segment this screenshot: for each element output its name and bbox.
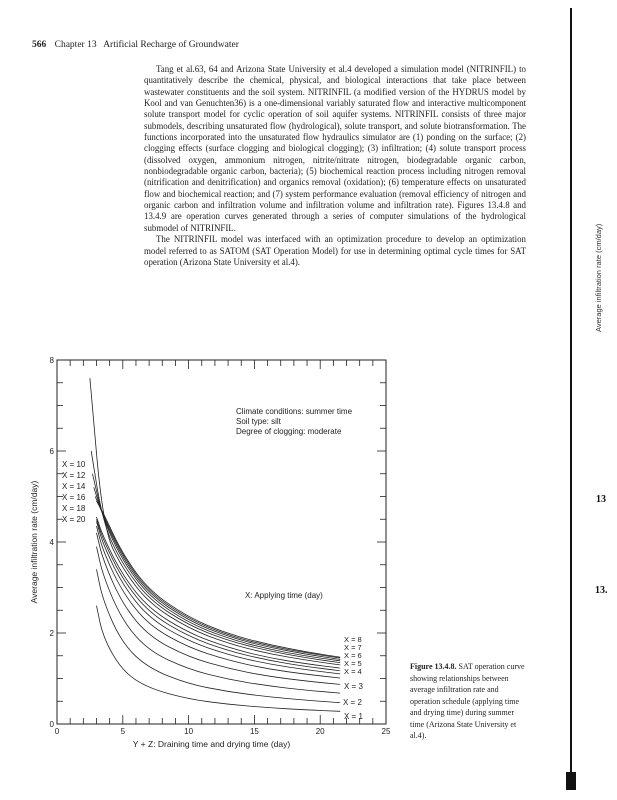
series-line-X10	[90, 378, 340, 665]
figure-caption	[410, 661, 528, 742]
left-curve-label-1: X = 12	[62, 471, 86, 480]
page-header	[32, 40, 239, 50]
right-curve-label-7: X = 1	[344, 712, 363, 721]
right-curve-label-1: X = 7	[344, 643, 362, 652]
caption-text: SAT operation curve showing relationships between average infiltration rate and operation schedule (applying time and drying time) during summer time (Arizona State University et al.4).	[410, 662, 525, 740]
condition-line-0: Climate conditions: summer time	[236, 407, 353, 416]
right-curve-label-3: X = 5	[344, 659, 362, 668]
page-number: 566	[32, 40, 47, 50]
y-tick-label-3: 6	[49, 447, 54, 456]
left-curve-label-3: X = 16	[62, 493, 86, 502]
series-line-X20	[97, 501, 340, 657]
chapter-label: Chapter 13	[54, 40, 97, 50]
series-line-X12	[91, 451, 340, 663]
chapter-title: Artificial Recharge of Groundwater	[103, 40, 239, 50]
series-line-X4	[97, 533, 340, 685]
y-tick-label-1: 2	[49, 629, 54, 638]
y-tick-label-4: 8	[49, 356, 54, 365]
right-curve-label-0: X = 8	[344, 635, 362, 644]
applying-time-annotation: X: Applying time (day)	[245, 591, 323, 600]
y-tick-label-2: 4	[49, 538, 54, 547]
left-curve-label-0: X = 10	[62, 460, 86, 469]
caption-label: Figure 13.4.8.	[410, 662, 457, 671]
series-line-X2	[97, 569, 340, 702]
operation-curve-chart	[0, 350, 410, 765]
y-axis-label: Average infiltration rate (cm/day)	[29, 480, 39, 604]
page-edge-foot	[566, 772, 576, 790]
left-curve-label-4: X = 18	[62, 504, 86, 513]
x-tick-label-0: 0	[54, 727, 60, 736]
left-curve-label-2: X = 14	[62, 482, 86, 491]
paragraph-1: Tang et al.63, 64 and Arizona State University et al.4 developed a simulation model (NITRINFIL) to quantitatively describe the chemical, physical, and biological interactions that take place between wastewater constituents and the soil system. NITRINFIL (a modified version of the HYDRUS model by Kool and van Genuchten36) is a one-dimensional variably saturated flow and interactive multicomponent solute transport model for cyclic operation of soil aquifer systems. NITRINFIL consists of three major submodels, describing unsaturated flow (hydrological), solute transport, and solute biotransformation. The functions incorporated into the unsaturated flow hydraulics simulator are (1) ponding on the surface; (2) clogging effects (surface clogging and biological clogging); (3) infiltration; (4) solute transport process (dissolved oxygen, ammonium nitrogen, nitrite/nitrate nitrogen, biodegradable organic carbon, nonbiodegradable organic carbon, bacteria); (5) biochemical reaction process including nitrogen removal (nitrification and denitrification) and organics removal (oxidation); (6) temperature effects on unsaturated flow and biochemical reaction; and (7) system performance evaluation (removal efficiency of nitrogen and organic carbon and infiltration volume and infiltration volume and infiltration rate). Figures 13.4.8 and 13.4.9 are operation curves generated through a series of computer simulations of the hydrological submodel of NITRINFIL.	[144, 64, 526, 233]
x-tick-label-5: 25	[381, 727, 391, 736]
right-curve-label-4: X = 4	[344, 667, 362, 676]
right-curve-label-5: X = 3	[344, 682, 363, 691]
page-edge	[570, 8, 572, 788]
right-curve-label-6: X = 2	[343, 698, 362, 707]
figure-13-4-8	[0, 350, 410, 770]
x-tick-label-1: 5	[120, 727, 126, 736]
condition-line-1: Soil type: silt	[236, 417, 281, 426]
y-tick-label-0: 0	[49, 720, 54, 729]
x-tick-label-3: 15	[249, 727, 259, 736]
x-tick-label-2: 10	[184, 727, 194, 736]
x-axis-label: Y + Z: Draining time and drying time (day)	[132, 739, 291, 749]
paragraph-2: The NITRINFIL model was interfaced with an optimization procedure to develop an optimization model referred to as SATOM (SAT Operation Model) for use in determining optimal cycle times for SAT operation (Arizona State University et al.4).	[144, 234, 526, 267]
condition-line-2: Degree of clogging: moderate	[236, 427, 342, 436]
body-text	[144, 64, 526, 268]
right-curve-label-2: X = 6	[344, 651, 362, 660]
facing-page-number-2: 13.	[595, 585, 608, 596]
x-tick-label-4: 20	[315, 727, 325, 736]
facing-page-axis-label: Average infiltration rate (cm/day)	[594, 223, 603, 332]
left-curve-label-5: X = 20	[62, 515, 86, 524]
series-line-X1	[97, 606, 340, 712]
facing-page-number-1: 13	[596, 494, 606, 505]
